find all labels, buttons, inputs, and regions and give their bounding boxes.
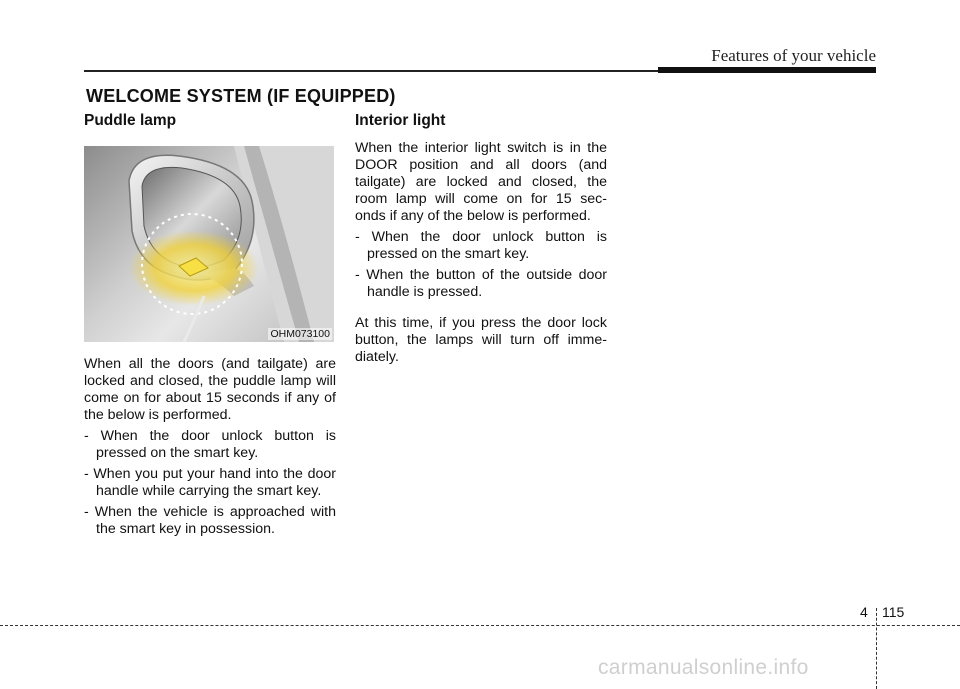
puddle-lamp-conditions — [84, 428, 336, 538]
list-item: - When the door unlock button is pressed on the smart key. — [84, 428, 336, 461]
list-item: - When you put your hand into the door handle while carrying the smart key. — [84, 466, 336, 499]
header-band — [658, 67, 876, 73]
left-column — [84, 112, 336, 542]
footer-divider — [876, 608, 877, 689]
interior-light-conditions — [355, 229, 607, 301]
header-rule — [84, 70, 658, 72]
right-column — [355, 112, 607, 366]
puddle-lamp-intro: When all the doors (and tailgate) are locked and closed, the puddle lamp will come on for about 15 seconds if any of the below is performed. — [84, 356, 336, 423]
chapter-number: 4 — [860, 604, 868, 620]
interior-light-closing: At this time, if you press the door lock button, the lamps will turn off imme- diately. — [355, 315, 607, 365]
interior-light-intro: When the interior light switch is in the DOOR position and all doors (and tailgate) are locked and closed, the room lamp will come on for 15 sec- onds if any of the below is performed. — [355, 140, 607, 224]
footer-rule — [0, 625, 960, 626]
section-title: WELCOME SYSTEM (IF EQUIPPED) — [86, 86, 396, 106]
list-item: - When the vehicle is approached with the smart key in possession. — [84, 504, 336, 537]
mirror-puddle-lamp-figure — [84, 146, 334, 342]
puddle-lamp-heading: Puddle lamp — [84, 112, 177, 129]
figure-code: OHM073100 — [270, 328, 330, 340]
interior-light-heading: Interior light — [355, 112, 446, 129]
mirror-illustration — [84, 146, 334, 342]
watermark-text: carmanualsonline.info — [598, 656, 809, 679]
list-item: - When the door unlock button is pressed on the smart key. — [355, 229, 607, 262]
chapter-title: Features of your vehicle — [711, 46, 876, 65]
page-number: 115 — [882, 604, 905, 620]
list-item: - When the button of the outside door handle is pressed. — [355, 267, 607, 300]
